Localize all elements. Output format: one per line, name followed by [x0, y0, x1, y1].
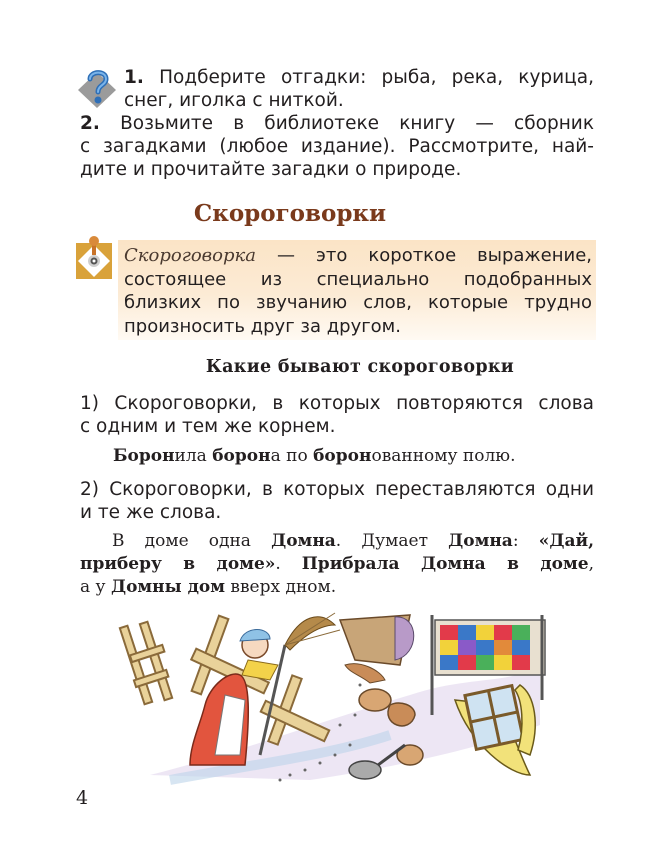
task-2 — [80, 112, 594, 181]
example-1-part: ованному полю. — [371, 446, 516, 466]
example-2 — [80, 530, 594, 599]
subsection-title — [0, 357, 650, 377]
task-2-number: 2. — [80, 113, 100, 134]
example-1-part: Борон — [113, 446, 175, 466]
definition-pin-icon — [76, 235, 112, 279]
example-1-part: борон — [212, 446, 271, 466]
task-2-line1: Возьмите в библиотеке книгу — сборник — [120, 113, 594, 134]
page-number: 4 — [76, 787, 89, 809]
type-1-line2: с одним и тем же корнем. — [80, 416, 336, 437]
task-1-line2: снег, иголка с ниткой. — [124, 90, 344, 111]
example-2-text: , — [588, 554, 594, 574]
example-2-text: . — [275, 554, 302, 574]
example-2-bold: Домны дом — [110, 577, 226, 597]
example-2-text: В доме одна — [112, 531, 272, 551]
section-title-text: Скороговорки — [193, 200, 387, 227]
example-2-text: : — [512, 531, 539, 551]
example-2-text: вверх дном. — [225, 577, 337, 597]
task-1 — [124, 66, 594, 112]
example-2-bold: Прибрала Домна в доме — [301, 554, 589, 574]
example-2-bold: Домна — [448, 531, 513, 551]
section-title — [0, 200, 650, 227]
type-2-description — [80, 478, 594, 524]
type-2-line1: 2) Скороговорки, в которых переставляются одни — [80, 479, 594, 500]
definition-line3: близких по звучанию слов, которые трудно — [124, 292, 592, 313]
definition-line4: произносить друг за другом. — [124, 315, 401, 337]
definition-line1: — это короткое выражение, — [255, 245, 592, 266]
question-icon — [76, 66, 118, 108]
subsection-title-text: Какие бывают скороговорки — [205, 357, 515, 377]
example-2-bold: приберу в доме» — [80, 554, 276, 574]
illustration-messy-house — [110, 605, 550, 790]
example-2-text: а у — [80, 577, 111, 597]
example-2-bold: «Дай, — [538, 531, 595, 551]
task-1-number: 1. — [124, 67, 144, 88]
example-2-text: . Думает — [335, 531, 449, 551]
definition-text — [124, 244, 592, 338]
example-1-part: ила — [174, 446, 213, 466]
example-1-part: борон — [313, 446, 372, 466]
task-1-line1: Подберите отгадки: рыба, река, курица, — [159, 67, 594, 88]
example-1 — [113, 446, 516, 466]
example-2-bold: Домна — [271, 531, 336, 551]
task-2-line2: с загадками (любое издание). Рассмотрите, най- — [80, 136, 594, 157]
type-2-line2: и те же слова. — [80, 502, 222, 523]
type-1-line1: 1) Скороговорки, в которых повторяются слова — [80, 393, 594, 414]
example-1-part: а по — [270, 446, 314, 466]
task-2-line3: дите и прочитайте загадки о природе. — [80, 159, 462, 180]
definition-line2: состоящее из специально подобранных — [124, 268, 592, 290]
type-1-description — [80, 392, 594, 438]
definition-term: Скороговорка — [124, 245, 256, 266]
